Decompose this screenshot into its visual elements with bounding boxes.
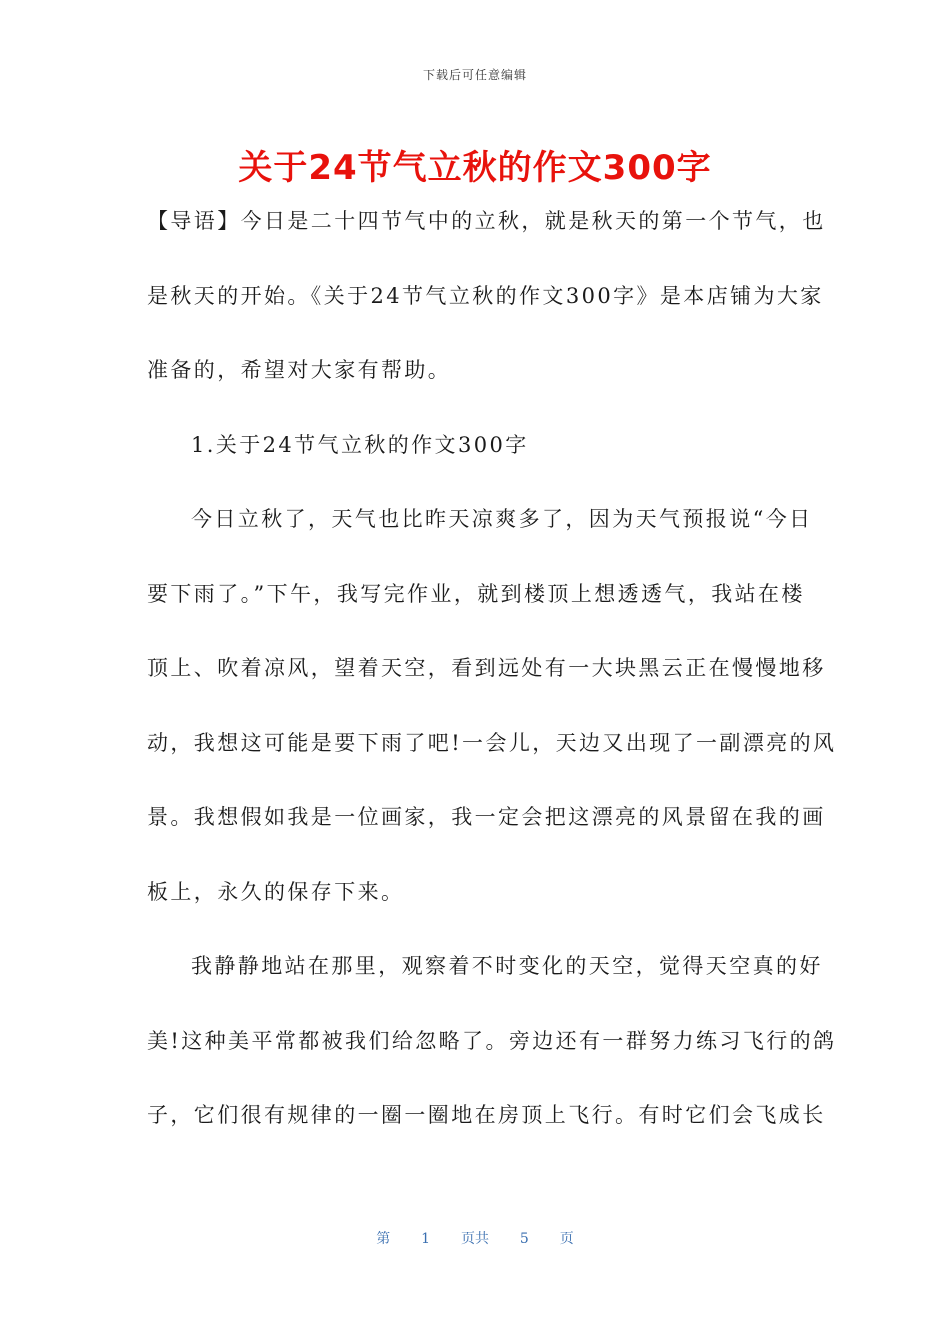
page-footer — [0, 1228, 950, 1248]
body-line: 动，我想这可能是要下雨了吧!一会儿，天边又出现了一副漂亮的风 — [147, 730, 837, 755]
section-heading: 1.关于24节气立秋的作文300字 — [191, 432, 529, 457]
body-line: 今日立秋了，天气也比昨天凉爽多了，因为天气预报说“今日 — [191, 507, 813, 531]
body-line: 顶上、吹着凉风，望着天空，看到远处有一大块黑云正在慢慢地移 — [147, 656, 826, 680]
footer-page-suffix: 页 — [559, 1231, 574, 1247]
body-line: 要下雨了。”下午，我写完作业，就到楼顶上想透透气，我站在楼 — [147, 581, 805, 606]
footer-current-page: 1 — [421, 1231, 431, 1247]
body-line: 准备的，希望对大家有帮助。 — [147, 358, 452, 382]
body-line: 景。我想假如我是一位画家，我一定会把这漂亮的风景留在我的画 — [147, 805, 826, 829]
body-line: 美!这种美平常都被我们给忽略了。旁边还有一群努力练习飞行的鸽 — [147, 1028, 837, 1053]
document-body — [147, 196, 837, 1165]
body-line: 子，它们很有规律的一圈一圈地在房顶上飞行。有时它们会飞成长 — [147, 1103, 826, 1127]
body-line: 板上，永久的保存下来。 — [147, 879, 405, 904]
header-note: 下载后可任意编辑 — [422, 68, 527, 82]
footer-page-prefix: 第 — [376, 1231, 391, 1247]
footer-page-mid: 页共 — [461, 1231, 489, 1247]
body-line: 【导语】今日是二十四节气中的立秋，就是秋天的第一个节气，也 — [147, 209, 826, 233]
document-title: 关于24节气立秋的作文300字 — [238, 148, 712, 188]
body-line: 我静静地站在那里，观察着不时变化的天空，觉得天空真的好 — [191, 954, 823, 978]
body-line: 是秋天的开始。《关于24节气立秋的作文300字》是本店铺为大家 — [147, 283, 824, 308]
footer-total-pages: 5 — [519, 1231, 529, 1247]
